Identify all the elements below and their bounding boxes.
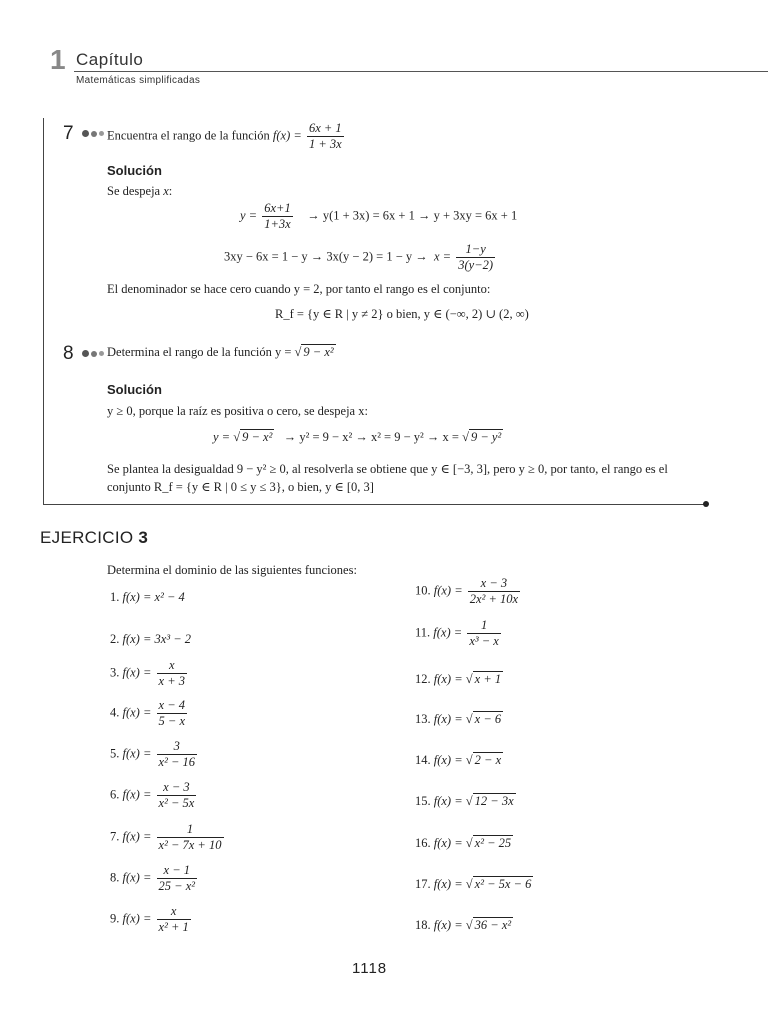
fraction-numerator: 1 — [480, 618, 488, 632]
page-number: 1118 — [352, 960, 388, 977]
item-fraction — [157, 904, 191, 935]
exercise-title — [40, 528, 148, 548]
chapter-subtitle: Matemáticas simplificadas — [76, 75, 201, 86]
item-fraction — [467, 618, 501, 649]
radical: √ 9 − x² — [233, 430, 273, 444]
exercise-item — [110, 780, 198, 811]
function-lhs: f(x) = — [122, 829, 152, 844]
item-number: 1. — [110, 590, 120, 604]
item-expression: 3x³ − 2 — [154, 632, 192, 646]
radicand: 36 − x² — [474, 918, 512, 932]
item-radical: √ 36 − x² — [465, 918, 512, 932]
item-number: 3. — [110, 665, 120, 680]
exercise-item — [415, 672, 503, 687]
fraction-denominator: x³ − x — [469, 634, 499, 648]
eq-rest: → y² = 9 − x² → x² = 9 − y² → x = — [283, 430, 459, 444]
exercise-instruction: Determina el dominio de las siguientes funciones: — [107, 563, 357, 577]
header-rule — [74, 71, 768, 72]
solution-step: y ≥ 0, porque la raíz es positiva o cero, se despeja x: — [107, 404, 368, 418]
function-lhs: f(x) = — [433, 712, 463, 726]
function-lhs: f(x) = — [433, 918, 463, 932]
example-number: 8 — [63, 343, 74, 364]
item-fraction — [157, 698, 187, 729]
item-radical: √ x + 1 — [465, 672, 502, 686]
eq-rest: → y(1 + 3x) = 6x + 1 → y + 3xy = 6x + 1 — [307, 208, 518, 223]
function-lhs: f(x) = — [433, 794, 463, 808]
example-prompt — [107, 345, 336, 360]
fraction-denominator: 1+3x — [264, 217, 291, 231]
fraction-numerator: 1 — [186, 822, 194, 836]
fraction-denominator: 5 − x — [158, 714, 186, 728]
radicand: 12 − 3x — [474, 794, 514, 808]
item-number: 11. — [415, 625, 431, 640]
function-lhs: f(x) = — [122, 746, 152, 761]
radicand: 9 − x² — [303, 345, 334, 359]
item-number: 13. — [415, 712, 431, 726]
item-number: 14. — [415, 753, 431, 767]
example-frame-left — [43, 118, 44, 504]
exercise-item — [110, 658, 189, 689]
denominator-note: El denominador se hace cero cuando y = 2, por tanto el rango es el conjunto: — [107, 282, 491, 296]
exercise-item — [415, 794, 516, 809]
exercise-item — [110, 739, 199, 770]
item-number: 17. — [415, 877, 431, 891]
eq-y: y = — [213, 430, 231, 444]
fraction-numerator: x — [168, 658, 175, 672]
exercise-item — [110, 632, 191, 647]
function-lhs: f(x) = — [433, 672, 463, 686]
exercise-item — [415, 836, 513, 851]
example-frame-bottom — [43, 504, 707, 505]
fraction-denominator: 25 − x² — [158, 879, 196, 893]
item-number: 18. — [415, 918, 431, 932]
function-lhs: f(x) = — [272, 128, 302, 143]
exercise-item — [415, 918, 513, 933]
item-number: 9. — [110, 911, 120, 926]
fraction-numerator: 3 — [173, 739, 180, 753]
exercise-item — [110, 698, 189, 729]
eq-x: x = — [434, 249, 452, 264]
example-number: 7 — [63, 123, 74, 144]
prompt-text: Determina el rango de la función y = — [107, 345, 292, 359]
clear-variable: x — [163, 184, 169, 198]
function-lhs: f(x) = — [122, 870, 152, 885]
exercise-item — [110, 822, 226, 853]
radicand: x² − 5x − 6 — [474, 877, 532, 891]
fraction-denominator: x² − 16 — [158, 755, 196, 769]
fraction-numerator: x − 3 — [163, 780, 190, 794]
radicand: x² − 25 — [474, 836, 512, 850]
item-fraction — [157, 658, 187, 689]
fraction-numerator: x — [170, 904, 177, 918]
item-number: 12. — [415, 672, 431, 686]
item-number: 16. — [415, 836, 431, 850]
function-lhs: f(x) = — [122, 632, 152, 646]
radicand: 9 − x² — [242, 430, 273, 444]
example-prompt — [107, 121, 346, 152]
clear-text: Se despeja — [107, 184, 161, 198]
difficulty-dots-icon — [82, 130, 104, 137]
radical: √ 9 − x² — [294, 345, 334, 359]
fraction-denominator: 1 + 3x — [308, 137, 342, 151]
exercise-word: EJERCICIO — [40, 528, 134, 547]
item-fraction — [468, 576, 520, 607]
item-fraction — [157, 822, 224, 853]
eq-fraction — [262, 201, 292, 232]
item-number: 7. — [110, 829, 120, 844]
function-lhs: f(x) = — [122, 590, 152, 604]
function-lhs: f(x) = — [433, 583, 463, 598]
fraction-denominator: x² − 7x + 10 — [158, 838, 222, 852]
exercise-item — [415, 877, 533, 892]
solution-label: Solución — [107, 382, 162, 397]
eq-y: y = — [240, 208, 258, 223]
function-lhs: f(x) = — [433, 877, 463, 891]
fraction-denominator: 3(y−2) — [458, 258, 494, 272]
item-number: 5. — [110, 746, 120, 761]
item-number: 4. — [110, 705, 120, 720]
radical: √ 9 − y² — [462, 430, 502, 444]
radicand: x + 1 — [474, 672, 502, 686]
item-radical: √ x − 6 — [465, 712, 502, 726]
exercise-number: 3 — [138, 528, 149, 547]
conclusion-line: Se plantea la desigualdad 9 − y² ≥ 0, al resolverla se obtiene que y ∈ [−3, 3], pero y ≥ 0, por tanto, el rango es el — [107, 462, 668, 476]
fraction-denominator: 2x² + 10x — [469, 592, 519, 606]
item-number: 6. — [110, 787, 120, 802]
fraction-numerator: x − 1 — [163, 863, 191, 877]
function-lhs: f(x) = — [122, 705, 152, 720]
item-fraction — [157, 863, 197, 894]
item-radical: √ x² − 5x − 6 — [465, 877, 532, 891]
difficulty-dots-icon — [82, 350, 104, 357]
fraction-numerator: x − 4 — [158, 698, 186, 712]
fraction-denominator: x² + 1 — [158, 920, 189, 934]
solution-step: Se despeja x: — [107, 184, 173, 198]
radicand: 9 − y² — [470, 430, 502, 444]
item-fraction — [157, 780, 197, 811]
function-lhs: f(x) = — [433, 625, 463, 640]
exercise-item — [110, 863, 199, 894]
item-expression: x² − 4 — [154, 590, 185, 604]
function-lhs: f(x) = — [433, 753, 463, 767]
chapter-title: Capítulo — [76, 50, 144, 69]
frame-end-dot — [703, 501, 709, 507]
solution-label: Solución — [107, 163, 162, 178]
fraction-denominator: x² − 5x — [158, 796, 195, 810]
radicand: x − 6 — [474, 712, 502, 726]
item-number: 8. — [110, 870, 120, 885]
exercise-item — [415, 618, 503, 649]
function-lhs: f(x) = — [122, 787, 152, 802]
item-radical: √ 12 − 3x — [465, 794, 514, 808]
function-fraction — [307, 121, 344, 152]
exercise-item — [110, 904, 193, 935]
conclusion-line: conjunto R_f = {y ∈ R | 0 ≤ y ≤ 3}, o bien, y ∈ [0, 3] — [107, 480, 374, 494]
item-radical: √ 2 − x — [465, 753, 502, 767]
equation-line — [213, 430, 503, 445]
eq-fraction — [456, 242, 495, 273]
fraction-numerator: 6x+1 — [264, 201, 291, 215]
fraction-numerator: 6x + 1 — [308, 121, 342, 135]
exercise-item — [415, 753, 503, 768]
chapter-number: 1 — [50, 44, 66, 75]
item-number: 10. — [415, 583, 431, 598]
fraction-denominator: x + 3 — [158, 674, 186, 688]
prompt-text: Encuentra el rango de la función — [107, 128, 270, 143]
fraction-numerator: 1−y — [465, 242, 486, 256]
item-fraction — [157, 739, 197, 770]
function-lhs: f(x) = — [433, 836, 463, 850]
function-lhs: f(x) = — [122, 911, 152, 926]
eq-line2: 3xy − 6x = 1 − y → 3x(y − 2) = 1 − y → — [224, 249, 428, 264]
function-lhs: f(x) = — [122, 665, 152, 680]
fraction-numerator: x − 3 — [480, 576, 508, 590]
equation-line — [240, 201, 517, 232]
exercise-item — [110, 590, 185, 605]
equation-line — [224, 242, 497, 273]
exercise-item — [415, 712, 503, 727]
item-radical: √ x² − 25 — [465, 836, 512, 850]
item-number: 15. — [415, 794, 431, 808]
range-result: R_f = {y ∈ R | y ≠ 2} o bien, y ∈ (−∞, 2) ∪ (2, ∞) — [275, 307, 529, 321]
radicand: 2 − x — [474, 753, 502, 767]
exercise-item — [415, 576, 522, 607]
item-number: 2. — [110, 632, 120, 646]
